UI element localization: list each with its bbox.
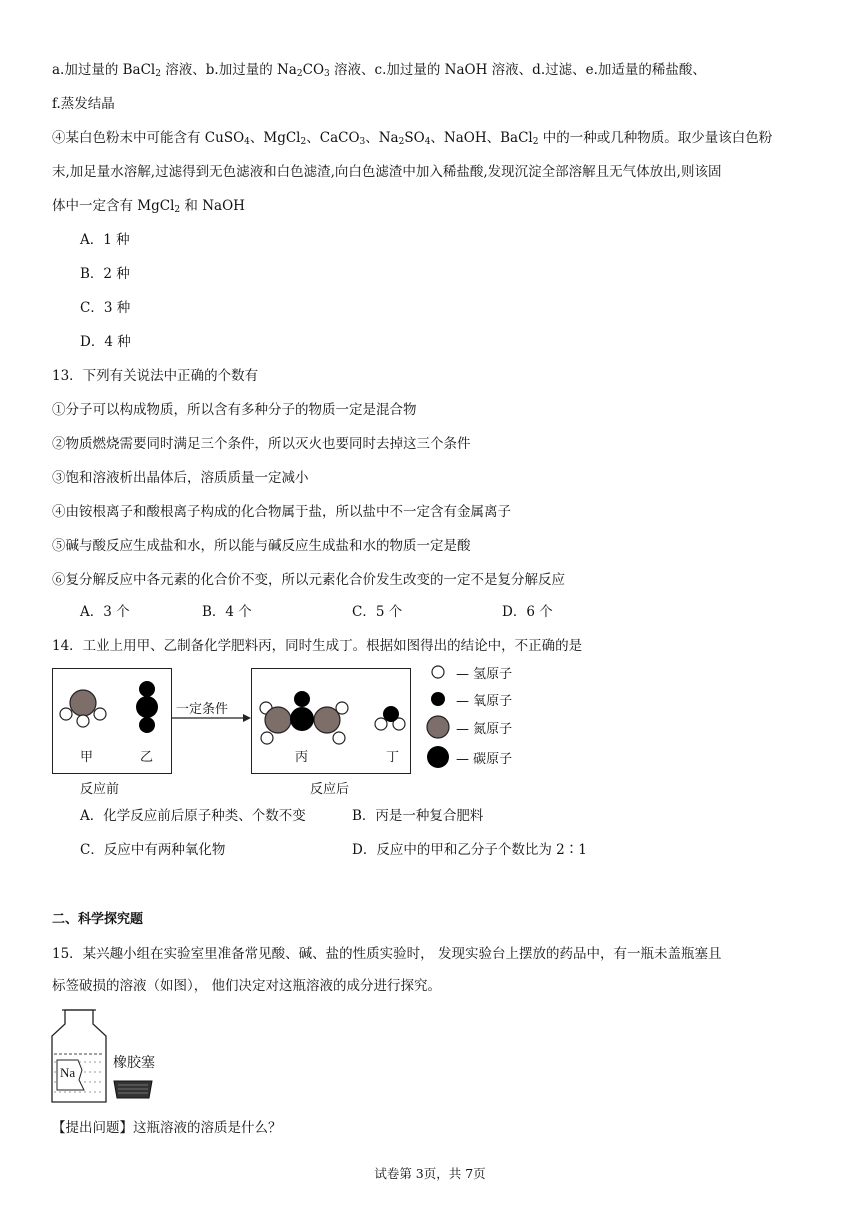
label-ding: 丁 <box>386 750 400 765</box>
q13-option-a[interactable]: A．3 个 <box>80 604 130 620</box>
q12-step-line-a: a.加过量的 BaCl$_2$ 溶液、b.加过量的 $Na_2CO_3$ 溶液、c.加过量的 NaOH 溶液、d.过滤、e.加适量的稀盐酸、 <box>52 62 706 79</box>
label-bing: 丙 <box>295 750 309 765</box>
q13-item-3: ③饱和溶液析出晶体后，溶质质量一定减小 <box>52 470 309 486</box>
q14-stem: 14．工业上用甲、乙制备化学肥料丙，同时生成丁。根据如图得出的结论中，不正确的是 <box>52 638 583 654</box>
page-footer: 试卷第 3页，共 7页 <box>374 1166 486 1181</box>
legend-carbon: — 碳原子 <box>456 752 513 767</box>
q15-stem-line-2: 标签破损的溶液（如图）， 他们决定对这瓶溶液的成分进行探究。 <box>52 978 442 994</box>
q13-option-d[interactable]: D．6 个 <box>502 604 553 620</box>
rubber-stopper-icon <box>114 1081 152 1098</box>
legend-oxygen: — 氧原子 <box>456 694 513 709</box>
q13-item-6: ⑥复分解反应中各元素的化合价不变，所以元素化合价发生改变的一定不是复分解反应 <box>52 572 565 588</box>
q12-option-d[interactable]: D．4 种 <box>80 334 131 350</box>
label-before: 反应前 <box>80 782 120 797</box>
q12-statement-4-line-2: 末,加足量水溶解,过滤得到无色滤液和白色滤渣,向白色滤渣中加入稀盐酸,发现沉淀全部溶解且无气体放出,则该固 <box>52 164 722 180</box>
legend-hydrogen: — 氢原子 <box>456 667 513 682</box>
q15-stem-line-1: 15．某兴趣小组在实验室里准备常见酸、碱、盐的性质实验时， 发现实验台上摆放的药品中，有一瓶未盖瓶塞且 <box>52 946 722 962</box>
legend-nitrogen: — 氮原子 <box>456 722 513 737</box>
q13-item-5: ⑤碱与酸反应生成盐和水，所以能与碱反应生成盐和水的物质一定是酸 <box>52 538 471 554</box>
label-jia: 甲 <box>80 750 94 765</box>
q13-option-b[interactable]: B．4 个 <box>202 604 252 620</box>
q12-option-c[interactable]: C．3 种 <box>80 300 131 316</box>
q14-option-b[interactable]: B．丙是一种复合肥料 <box>352 808 484 824</box>
q12-step-line-f: f.蒸发结晶 <box>52 96 115 112</box>
bottle-label-text: Na <box>60 1065 76 1080</box>
q13-item-1: ①分子可以构成物质，所以含有多种分子的物质一定是混合物 <box>52 402 417 418</box>
stopper-label: 橡胶塞 <box>113 1055 155 1071</box>
section-title: 二、科学探究题 <box>52 912 144 927</box>
q13-option-c[interactable]: C．5 个 <box>352 604 403 620</box>
arrow-condition-text: 一定条件 <box>176 702 229 717</box>
q13-item-4: ④由铵根离子和酸根离子构成的化合物属于盐，所以盐中不一定含有金属离子 <box>52 504 511 520</box>
q13-item-2: ②物质燃烧需要同时满足三个条件，所以灭火也要同时去掉这三个条件 <box>52 436 471 452</box>
q14-option-c[interactable]: C．反应中有两种氧化物 <box>80 842 226 858</box>
q14-option-a[interactable]: A．化学反应前后原子种类、个数不变 <box>80 808 306 824</box>
q14-option-d[interactable]: D．反应中的甲和乙分子个数比为 2∶1 <box>352 842 587 858</box>
q12-option-a[interactable]: A．1 种 <box>80 232 130 248</box>
label-after: 反应后 <box>310 782 350 797</box>
label-yi: 乙 <box>140 750 154 765</box>
q12-statement-4-line-3: 体中一定含有 MgCl$_2$ 和 NaOH <box>52 198 245 215</box>
q15-question: 【提出问题】这瓶溶液的溶质是什么？ <box>52 1120 282 1136</box>
q12-statement-4-line-1: ④某白色粉末中可能含有 CuSO$_4$、MgCl$_2$、CaCO$_3$、$Na_2SO_4$、NaOH、BaCl$_2$ 中的一种或几种物质。取少量该白色粉 <box>52 130 773 147</box>
q13-stem: 13．下列有关说法中正确的个数有 <box>52 368 259 384</box>
q12-option-b[interactable]: B．2 种 <box>80 266 130 282</box>
